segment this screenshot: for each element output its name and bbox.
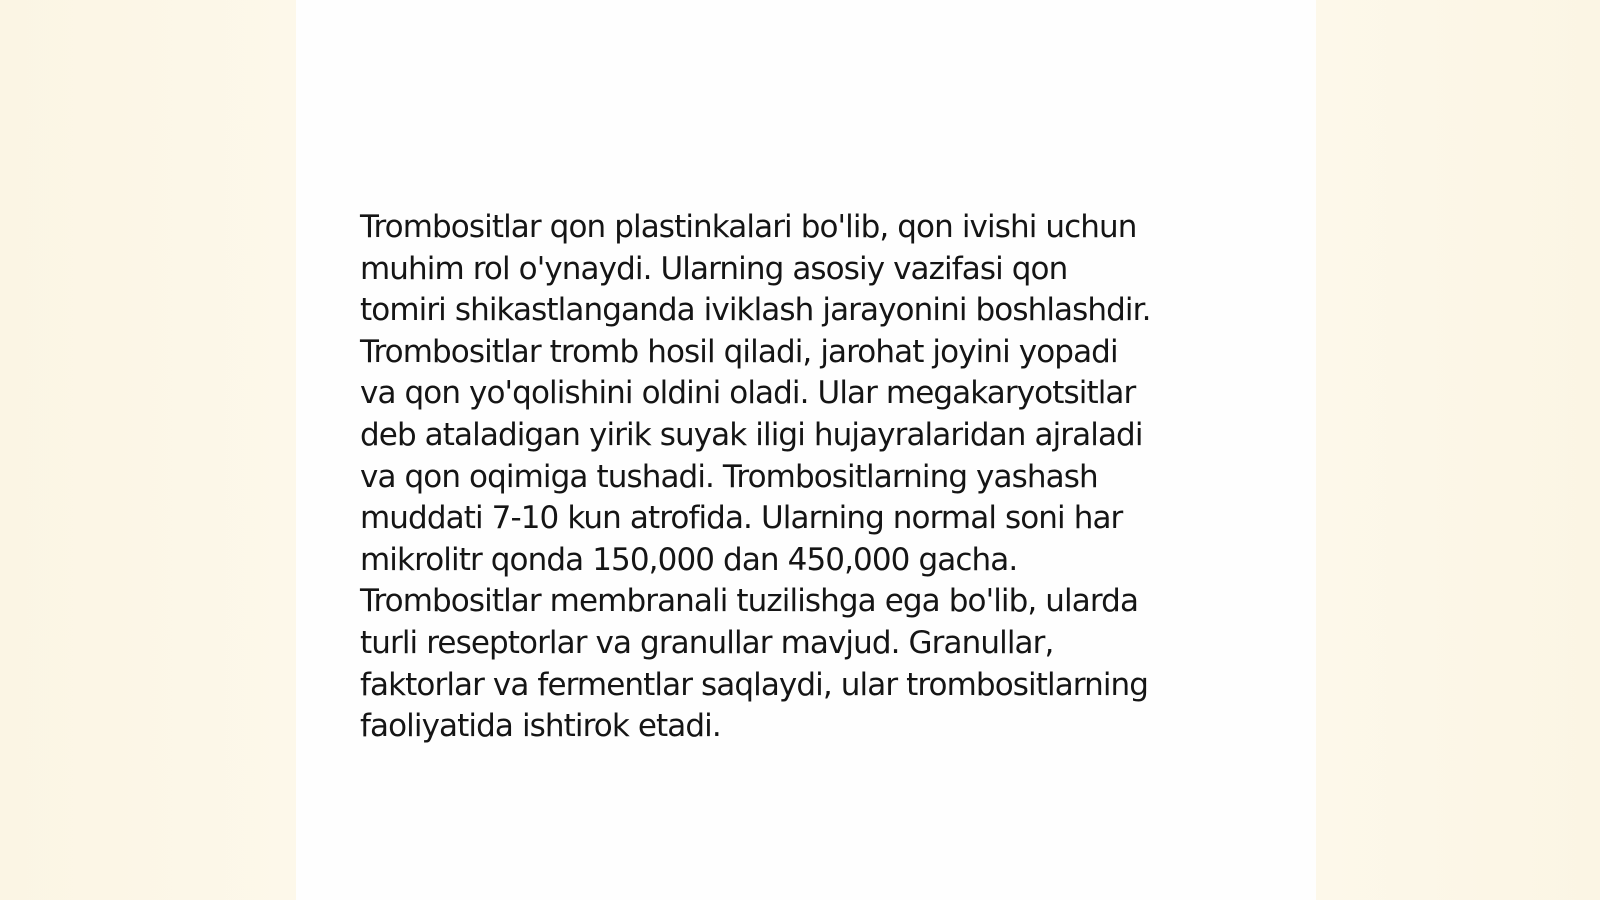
left-margin <box>0 0 296 900</box>
paragraph-line: Trombositlar tromb hosil qiladi, jarohat joyini yopadi <box>360 333 1118 370</box>
paragraph-line: faoliyatida ishtirok etadi. <box>360 708 721 745</box>
paragraph-line: va qon oqimiga tushadi. Trombositlarning yashash <box>360 458 1098 495</box>
paragraph-line: mikrolitr qonda 150,000 dan 450,000 gacha. <box>360 541 1018 578</box>
paragraph-line: Trombositlar membranali tuzilishga ega bo'lib, ularda <box>360 583 1139 620</box>
paragraph-line: va qon yo'qolishini oldini oladi. Ular megakaryotsitlar <box>360 375 1136 412</box>
paragraph-line: muhim rol o'ynaydi. Ularning asosiy vazifasi qon <box>360 250 1068 287</box>
paragraph-line: turli reseptorlar va granullar mavjud. Granullar, <box>360 624 1054 661</box>
body-paragraph <box>360 207 1260 748</box>
right-margin <box>1316 0 1600 900</box>
paragraph-line: faktorlar va fermentlar saqlaydi, ular trombositlarning <box>360 666 1149 703</box>
paragraph-line: Trombositlar qon plastinkalari bo'lib, qon ivishi uchun <box>360 209 1137 245</box>
paragraph-line: muddati 7-10 kun atrofida. Ularning normal soni har <box>360 500 1123 537</box>
paragraph-line: tomiri shikastlanganda iviklash jarayonini boshlashdir. <box>360 292 1151 329</box>
paragraph-line: deb ataladigan yirik suyak iligi hujayralaridan ajraladi <box>360 416 1143 453</box>
document-page <box>296 0 1316 900</box>
